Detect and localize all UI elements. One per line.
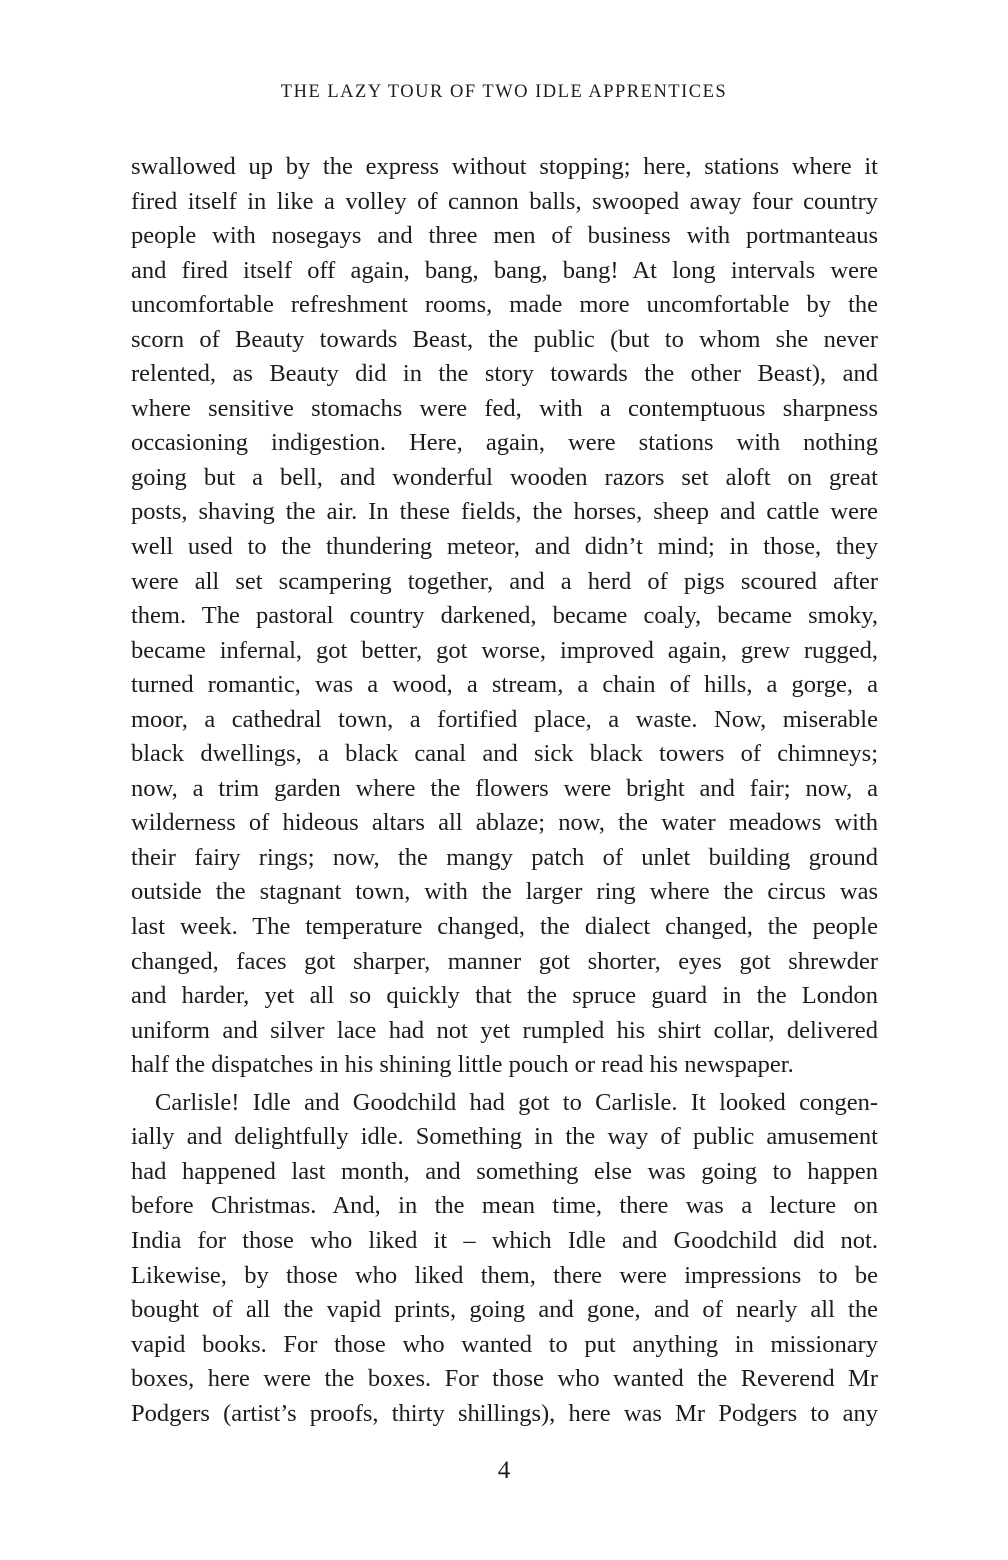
text-line: vapid books. For those who wanted to put anything in missionary: [131, 1330, 878, 1358]
text-line: posts, shaving the air. In these fields, the horses, sheep and cattle were: [131, 498, 878, 526]
text-line: India for those who liked it – which Idle and Goodchild did not.: [131, 1226, 878, 1254]
text-line: Likewise, by those who liked them, there were impressions to be: [131, 1261, 878, 1289]
text-line: uniform and silver lace had not yet rumpled his shirt collar, delivered: [131, 1016, 878, 1044]
text-line: had happened last month, and something else was going to happen: [131, 1157, 878, 1185]
text-line: uncomfortable refreshment rooms, made more uncomfortable by the: [131, 291, 878, 319]
text-line: became infernal, got better, got worse, improved again, grew rugged,: [131, 636, 878, 664]
text-line: boxes, here were the boxes. For those who wanted the Reverend Mr: [131, 1365, 878, 1393]
text-line: moor, a cathedral town, a fortified place, a waste. Now, miserable: [131, 705, 878, 733]
text-line: Carlisle! Idle and Goodchild had got to Carlisle. It looked congen-: [155, 1088, 878, 1116]
text-line: changed, faces got sharper, manner got shorter, eyes got shrewder: [131, 947, 878, 975]
body-text: [131, 150, 878, 1431]
text-line: were all set scampering together, and a herd of pigs scoured after: [131, 567, 878, 595]
text-line: swallowed up by the express without stopping; here, stations where it: [131, 153, 878, 180]
text-line: ially and delightfully idle. Something in the way of public amusement: [131, 1123, 878, 1151]
text-line: them. The pastoral country darkened, became coaly, became smoky,: [131, 602, 878, 630]
text-line: outside the stagnant town, with the larger ring where the circus was: [131, 878, 878, 906]
text-line: their fairy rings; now, the mangy patch of unlet building ground: [131, 843, 878, 871]
text-line: turned romantic, was a wood, a stream, a chain of hills, a gorge, a: [131, 671, 878, 699]
text-line: where sensitive stomachs were fed, with a contemptuous sharpness: [131, 394, 878, 422]
text-line: and fired itself off again, bang, bang, bang! At long intervals were: [131, 256, 878, 284]
text-line: well used to the thundering meteor, and didn’t mind; in those, they: [131, 533, 878, 561]
text-line: fired itself in like a volley of cannon balls, swooped away four country: [131, 187, 878, 215]
text-line: before Christmas. And, in the mean time, there was a lecture on: [131, 1192, 878, 1220]
text-line: half the dispatches in his shining little pouch or read his newspaper.: [131, 1051, 794, 1079]
text-line: Podgers (artist’s proofs, thirty shillings), here was Mr Podgers to any: [131, 1399, 878, 1427]
text-line: occasioning indigestion. Here, again, were stations with nothing: [131, 429, 878, 457]
text-line: wilderness of hideous altars all ablaze; now, the water meadows with: [131, 809, 878, 837]
text-line: now, a trim garden where the flowers were bright and fair; now, a: [131, 774, 878, 802]
text-line: relented, as Beauty did in the story towards the other Beast), and: [131, 360, 878, 388]
text-line: people with nosegays and three men of business with portmanteaus: [131, 222, 878, 250]
text-line: bought of all the vapid prints, going and gone, and of nearly all the: [131, 1296, 878, 1324]
text-line: and harder, yet all so quickly that the spruce guard in the London: [131, 982, 878, 1010]
page-number: 4: [497, 1457, 511, 1484]
running-head: THE LAZY TOUR OF TWO IDLE APPRENTICES: [280, 82, 728, 102]
text-line: last week. The temperature changed, the dialect changed, the people: [131, 913, 878, 941]
text-line: black dwellings, a black canal and sick black towers of chimneys;: [131, 740, 878, 768]
paragraph-2: [131, 1086, 878, 1431]
text-line: going but a bell, and wonderful wooden razors set aloft on great: [131, 463, 878, 491]
text-line: scorn of Beauty towards Beast, the public (but to whom she never: [131, 325, 878, 353]
paragraph-1: [131, 150, 878, 1083]
